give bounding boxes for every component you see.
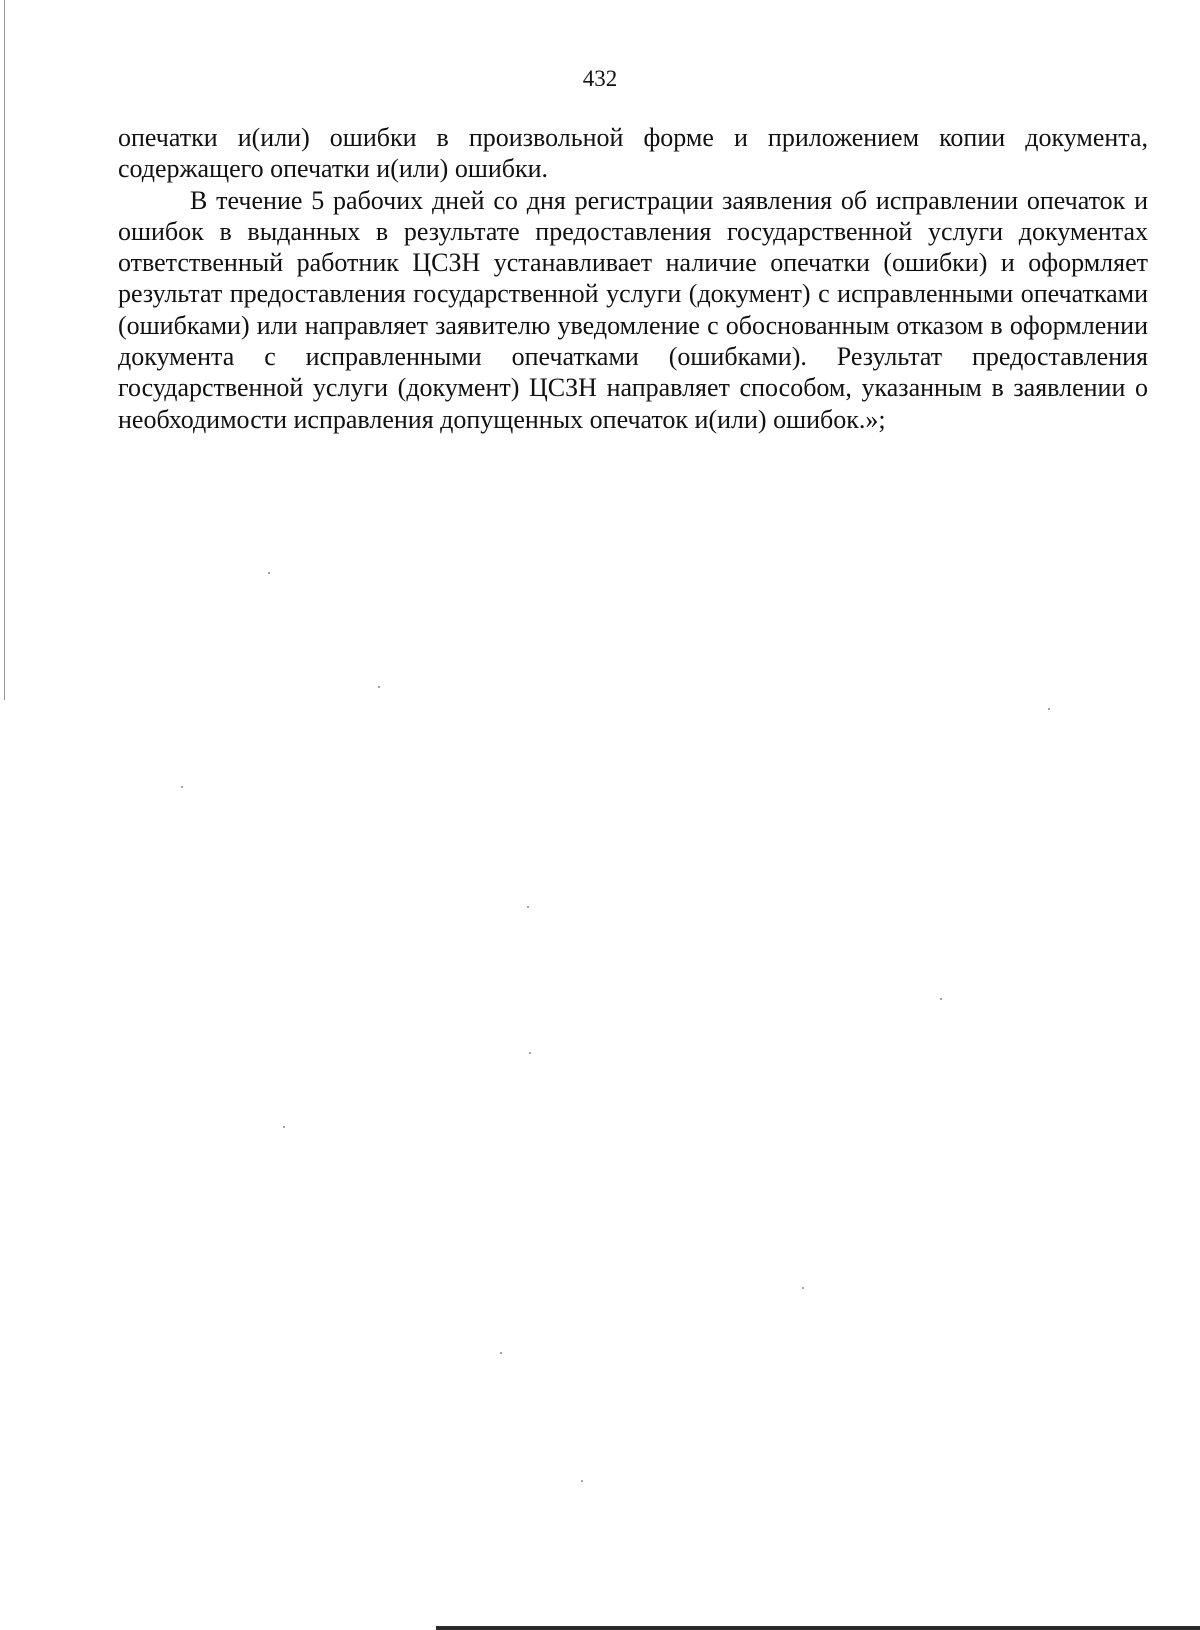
paragraph-1: опечатки и(или) ошибки в произвольной форме и приложением копии документа, содержащего опечатки и(или) ошибки. [118, 123, 1148, 184]
scan-speck [581, 1480, 583, 1482]
body-text [118, 122, 1148, 435]
scan-speck [500, 1352, 502, 1354]
page-number: 432 [582, 66, 618, 91]
scan-edge-bottom [436, 1626, 1200, 1630]
scan-speck [268, 572, 270, 574]
scan-edge-left [4, 0, 5, 700]
paragraph-2: В течение 5 рабочих дней со дня регистрации заявления об исправлении опечаток и ошибок в выданных в результате предоставления государственной услуги документах ответственный работник ЦСЗН устанавливает наличие опечатки (ошибки) и оформляет результат предоставления государственной услуги (документ) с исправленными опечатками (ошибками) или направляет заявителю уведомление с обоснованным отказом в оформлении документа с исправленными опечатками (ошибками). Результат предоставления государственной услуги (документ) ЦСЗН направляет способом, указанным в заявлении о необходимости исправления допущенных опечаток и(или) ошибок.»; [118, 185, 1148, 434]
scan-speck [378, 686, 380, 688]
scan-speck [527, 906, 529, 908]
scan-speck [940, 998, 942, 1000]
scan-speck [283, 1126, 285, 1128]
scan-speck [181, 786, 183, 788]
scan-speck [529, 1052, 531, 1054]
scan-speck [1048, 708, 1050, 710]
scan-speck [802, 1287, 804, 1289]
